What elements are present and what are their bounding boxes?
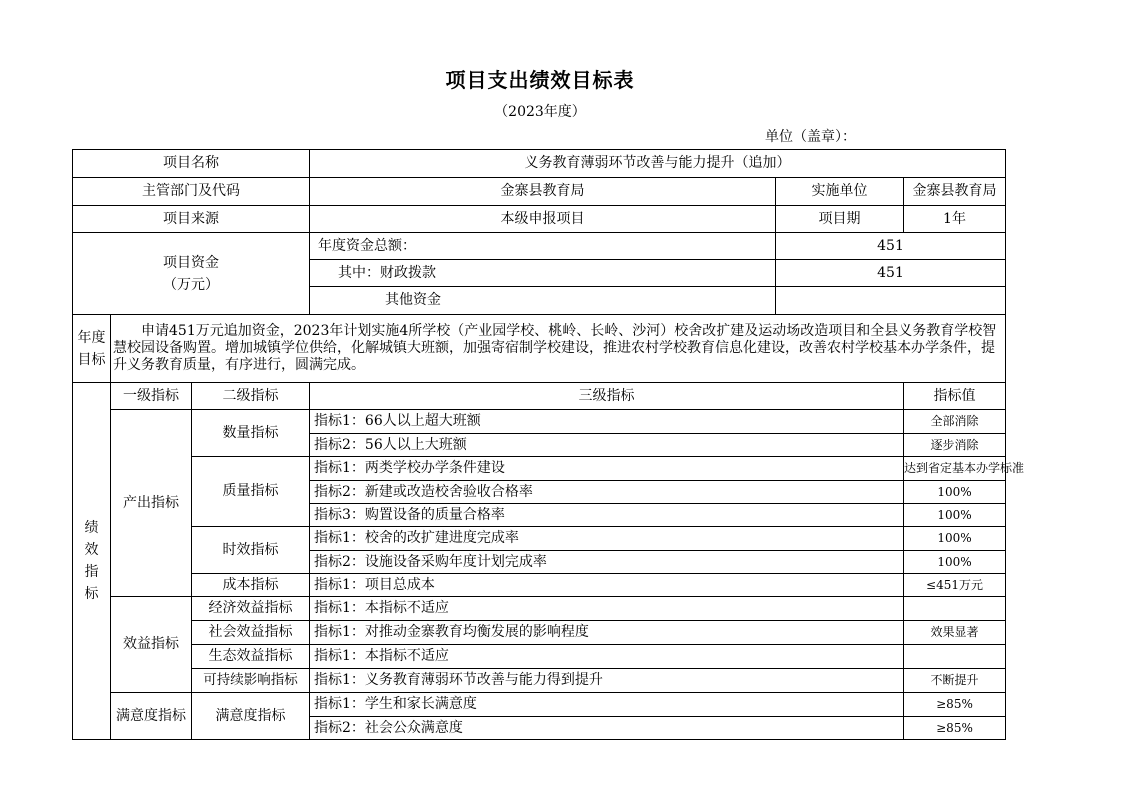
indicator-name: 指标1：对推动金寨教育均衡发展的影响程度 <box>310 621 904 645</box>
indicator-name: 指标1：本指标不适应 <box>310 597 904 621</box>
indicator-value <box>904 645 1006 669</box>
header-lvl3: 三级指标 <box>310 383 904 410</box>
satisfaction-sub-label: 满意度指标 <box>192 693 310 740</box>
page-title: 项目支出绩效目标表 <box>445 68 635 92</box>
indicator-value: 100% <box>904 551 1006 574</box>
indicator-name: 指标1：两类学校办学条件建设 <box>310 457 904 481</box>
annual-goal-label <box>73 315 111 383</box>
header-lvl1: 一级指标 <box>111 383 192 410</box>
timeliness-indicator-label: 时效指标 <box>192 527 310 574</box>
indicator-value: 100% <box>904 504 1006 527</box>
cost-indicator-label: 成本指标 <box>192 574 310 597</box>
fiscal-year: （2023年度） <box>494 104 586 120</box>
indicator-name: 指标1：项目总成本 <box>310 574 904 597</box>
impl-unit-value: 金寨县教育局 <box>904 178 1006 206</box>
indicator-name: 指标1：本指标不适应 <box>310 645 904 669</box>
indicator-value: 效果显著 <box>904 621 1006 645</box>
sustainable-indicator-label: 可持续影响指标 <box>192 669 310 693</box>
indicator-name: 指标2：设施设备采购年度计划完成率 <box>310 551 904 574</box>
indicator-value: 全部消除 <box>904 410 1006 434</box>
fund-other-value <box>776 287 1006 315</box>
indicator-name: 指标3：购置设备的质量合格率 <box>310 504 904 527</box>
indicator-name: 指标1：学生和家长满意度 <box>310 693 904 717</box>
perf-indicator-label <box>73 383 111 740</box>
indicator-name: 指标1：义务教育薄弱环节改善与能力得到提升 <box>310 669 904 693</box>
indicator-value: ≥85% <box>904 717 1006 740</box>
unit-seal-label: 单位（盖章）： <box>765 129 856 145</box>
period-label: 项目期 <box>776 206 904 233</box>
indicator-name: 指标1：66人以上超大班额 <box>310 410 904 434</box>
social-indicator-label: 社会效益指标 <box>192 621 310 645</box>
indicator-value: 100% <box>904 527 1006 551</box>
fund-label-text: 项目资金（万元） <box>163 254 219 293</box>
fund-total-label: 年度资金总额： <box>310 233 776 260</box>
output-indicator-label: 产出指标 <box>111 410 192 597</box>
dept-label: 主管部门及代码 <box>73 178 310 206</box>
indicator-name: 指标1：校舍的改扩建进度完成率 <box>310 527 904 551</box>
indicator-name: 指标2：56人以上大班额 <box>310 434 904 457</box>
dept-value: 金寨县教育局 <box>310 178 776 206</box>
header-value: 指标值 <box>904 383 1006 410</box>
indicator-value: 不断提升 <box>904 669 1006 693</box>
economic-indicator-label: 经济效益指标 <box>192 597 310 621</box>
annual-goal-label-text: 年度目标 <box>77 329 106 368</box>
indicator-value: ≤451万元 <box>904 574 1006 597</box>
satisfaction-indicator-label <box>111 693 192 740</box>
source-value: 本级申报项目 <box>310 206 776 233</box>
source-label: 项目来源 <box>73 206 310 233</box>
performance-table <box>72 149 1025 740</box>
fund-fiscal-label: 其中：财政拨款 <box>310 260 776 287</box>
annual-goal-text <box>111 315 1006 383</box>
indicator-value <box>904 597 1006 621</box>
indicator-value: 达到省定基本办学标准 <box>904 457 1006 481</box>
indicator-value: 逐步消除 <box>904 434 1006 457</box>
quantity-indicator-label: 数量指标 <box>192 410 310 457</box>
perf-indicator-label-text: 绩效指标 <box>84 520 99 602</box>
quality-indicator-label: 质量指标 <box>192 457 310 527</box>
ecological-indicator-label: 生态效益指标 <box>192 645 310 669</box>
fund-label <box>73 233 310 315</box>
indicator-name: 指标2：新建或改造校舍验收合格率 <box>310 481 904 504</box>
header-lvl2: 二级指标 <box>192 383 310 410</box>
project-name-label: 项目名称 <box>73 150 310 178</box>
fund-other-label: 其他资金 <box>310 287 776 315</box>
project-name-value: 义务教育薄弱环节改善与能力提升（追加） <box>310 150 1006 178</box>
indicator-value: 100% <box>904 481 1006 504</box>
annual-goal-paragraph: 申请451万元追加资金，2023年计划实施4所学校（产业园学校、桃岭、长岭、沙河）校舍改扩建及运动场改造项目和全县义务教育学校智慧校园设备购置。增加城镇学位供给，化解城镇大班额，加强寄宿制学校建设，推进农村学校教育信息化建设，改善农村学校基本办学条件，提升义务教育质量，有序进行，圆满完成。 <box>113 323 997 373</box>
indicator-name: 指标2：社会公众满意度 <box>310 717 904 740</box>
benefit-indicator-label: 效益指标 <box>111 597 192 693</box>
period-value: 1年 <box>904 206 1006 233</box>
satisfaction-indicator-label-text: 满意度指标 <box>116 708 186 724</box>
indicator-value: ≥85% <box>904 693 1006 717</box>
impl-unit-label: 实施单位 <box>776 178 904 206</box>
fund-total-value: 451 <box>776 233 1006 260</box>
fund-fiscal-value: 451 <box>776 260 1006 287</box>
